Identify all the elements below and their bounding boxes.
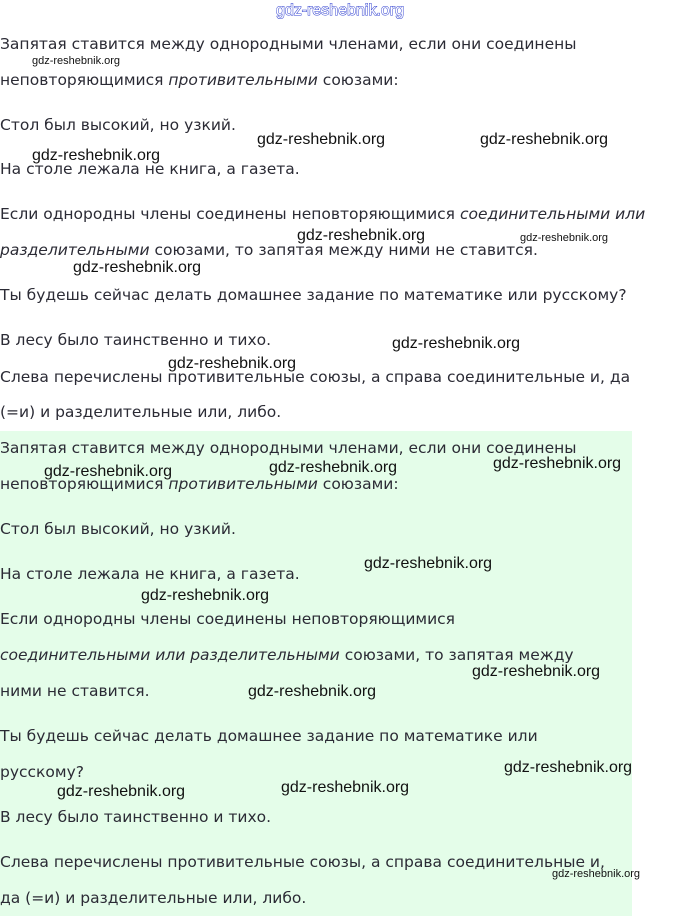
watermark: gdz-reshebnik.org bbox=[73, 259, 202, 276]
watermark: gdz-reshebnik.org bbox=[44, 463, 173, 480]
rule1-emphasis: противительными bbox=[168, 71, 318, 89]
rule2-line1: Если однородны члены соединены неповторяющимися соединительными или bbox=[0, 205, 646, 223]
watermark: gdz-reshebnik.org bbox=[392, 335, 521, 352]
watermark: gdz-reshebnik.org bbox=[480, 131, 609, 148]
green-example-3-line2: русскому? bbox=[0, 763, 84, 781]
watermark: gdz-reshebnik.org bbox=[472, 663, 601, 680]
green-rule1-line1: Запятая ставится между однородными членами, если они соединены bbox=[0, 439, 577, 457]
watermark: gdz-reshebnik.org bbox=[269, 459, 398, 476]
rule1-line2: неповторяющимися противительными союзами: bbox=[0, 71, 399, 89]
watermark: gdz-reshebnik.org bbox=[364, 555, 493, 572]
green-rule1-line2: неповторяющимися противительными союзами: bbox=[0, 475, 399, 493]
green-rule1-emphasis: противительными bbox=[168, 475, 318, 493]
watermark: gdz-reshebnik.org bbox=[493, 455, 622, 472]
green-example-2: На столе лежала не книга, а газета. bbox=[0, 565, 300, 583]
rule2-line2: разделительными союзами, то запятая между ними не ставится. bbox=[0, 241, 538, 259]
watermark: gdz-reshebnik.org bbox=[520, 232, 609, 244]
watermark: gdz-reshebnik.org bbox=[168, 355, 297, 372]
rule2-emphasis-2: разделительными bbox=[0, 241, 150, 259]
watermark: gdz-reshebnik.org bbox=[552, 868, 641, 880]
rule1-line1: Запятая ставится между однородными членами, если они соединены bbox=[0, 35, 577, 53]
watermark: gdz-reshebnik.org bbox=[297, 227, 426, 244]
note-line2: (=и) и разделительные или, либо. bbox=[0, 403, 282, 421]
watermark: gdz-reshebnik.org bbox=[504, 759, 633, 776]
watermark: gdz-reshebnik.org bbox=[57, 783, 186, 800]
watermark: gdz-reshebnik.org bbox=[281, 779, 410, 796]
green-note-line2: да (=и) и разделительные или, либо. bbox=[0, 889, 307, 907]
green-rule2-line2: соединительными или разделительными союзами, то запятая между bbox=[0, 646, 574, 664]
note-line1: Слева перечислены противительные союзы, а справа соединительные и, да bbox=[0, 368, 631, 386]
example-2: На столе лежала не книга, а газета. bbox=[0, 160, 300, 178]
green-note-line1: Слева перечислены противительные союзы, а справа соединительные и, bbox=[0, 853, 605, 871]
green-example-3-line1: Ты будешь сейчас делать домашнее задание по математике или bbox=[0, 727, 538, 745]
green-example-4: В лесу было таинственно и тихо. bbox=[0, 808, 272, 826]
example-1: Стол был высокий, но узкий. bbox=[0, 116, 236, 134]
example-3: Ты будешь сейчас делать домашнее задание по математике или русскому? bbox=[0, 286, 627, 304]
watermark: gdz-reshebnik.org bbox=[32, 55, 121, 67]
green-rule2-line1: Если однородны члены соединены неповторяющимися bbox=[0, 610, 456, 628]
watermark: gdz-reshebnik.org bbox=[248, 683, 377, 700]
green-rule2-emphasis: соединительными или разделительными bbox=[0, 646, 340, 664]
green-example-1: Стол был высокий, но узкий. bbox=[0, 520, 236, 538]
rule2-emphasis-1: соединительными или bbox=[459, 205, 646, 223]
watermark: gdz-reshebnik.org bbox=[32, 147, 161, 164]
example-4: В лесу было таинственно и тихо. bbox=[0, 331, 272, 349]
watermark: gdz-reshebnik.org bbox=[141, 587, 270, 604]
green-rule2-line3: ними не ставится. bbox=[0, 682, 150, 700]
site-header-watermark: gdz-reshebnik.org bbox=[275, 2, 405, 19]
watermark: gdz-reshebnik.org bbox=[257, 131, 386, 148]
